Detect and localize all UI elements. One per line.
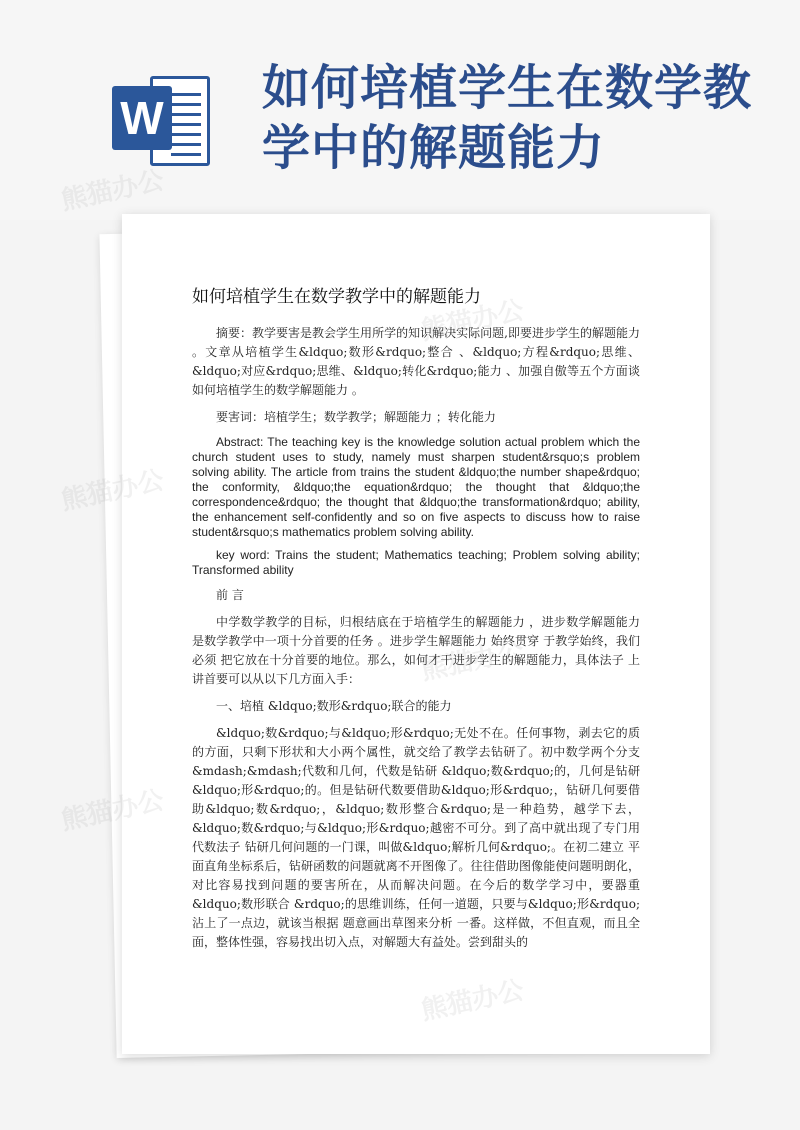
abstract-en: Abstract: The teaching key is the knowledge solution actual problem which the church student uses to study, namely must sharpen student&rsquo;s problem solving ability. The article from trains the student &ldquo;the number shape&rdquo; the conformity, &ldquo;the equation&rdquo; the thought that &ldquo;the correspondence&rdquo; the thought that &ldquo;the transformation&rdquo; ability, the enhancement self-confidently and so on five aspects to discuss how to raise student&rsquo;s mathematics problem solving ability. [192,435,640,539]
keywords-cn: 要害词：培植学生；数学教学；解题能力 ；转化能力 [216,410,496,424]
section-heading-1: 一、培植 &ldquo;数形&rdquo;联合的能力 [216,699,452,713]
section-heading-preface: 前 言 [216,588,244,602]
word-document-icon [112,72,212,170]
paragraph-section-1: &ldquo;数&rdquo;与&ldquo;形&rdquo;无处不在。任何事物，剥去它的质的方面，只剩下形状和大小两个属性，就交给了教学去钻研了。初中数学两个分支&mdash;&mdash;代数和几何，代数是钻研 &ldquo;数&rdquo;的，几何是钻研 &ldquo;形&rdquo;的。但是钻研代数要借助&ldquo;形&rdquo;，钻研几何要借助&ldquo;数&rdquo;，&ldquo;数形整合&rdquo;是一种趋势，越学下去，&ldquo;数&rdquo;与&ldquo;形&rdquo;越密不可分。到了高中就出现了专门用代数法子 钻研几何问题的一门课，叫做&ldquo;解析几何&rdquo;。在初二建立 平面直角坐标系后，钻研函数的问题就离不开图像了。往往借助图像能使问题明朗化，对比容易找到问题的要害所在，从而解决问题。在今后的数学学习中，要器重 &ldquo;数形联合 &rdquo;的思维训练，任何一道题，只要与&ldquo;形&rdquo;沾上了一点边，就该当根据 题意画出草图来分析 一番。这样做，不但直观，而且全面，整体性强，容易找出切入点，对解题大有益处。尝到甜头的 [192,726,640,949]
document-body [192,324,640,960]
abstract-cn: 摘要：教学要害是教会学生用所学的知识解决实际问题,即要进步学生的解题能力 。文章从培植学生&ldquo;数形&rdquo;整合 、&ldquo;方程&rdquo;思维、&ldquo;对应&rdquo;思维、&ldquo;转化&rdquo;能力 、加强自傲等五个方面谈如何培植学生的数学解题能力 。 [192,326,640,397]
banner [0,0,800,220]
document-page [122,214,710,1054]
word-logo-letter: W [112,86,172,150]
banner-title: 如何培植学生在数学教学中的解题能力 [262,60,753,176]
paragraph-intro: 中学数学教学的目标，归根结底在于培植学生的解题能力 ，进步数学解题能力 是数学教学中一项十分首要的任务 。进步学生解题能力 始终贯穿 于教学始终，我们必须 把它放在十分首要的地位。那么，如何才干进步学生的解题能力，具体法子 上讲首要可以从以下几方面入手： [192,615,640,686]
keywords-en: key word: Trains the student; Mathematics teaching; Problem solving ability; Transformed ability [192,548,640,577]
document-title: 如何培植学生在数学教学中的解题能力 [192,287,481,307]
